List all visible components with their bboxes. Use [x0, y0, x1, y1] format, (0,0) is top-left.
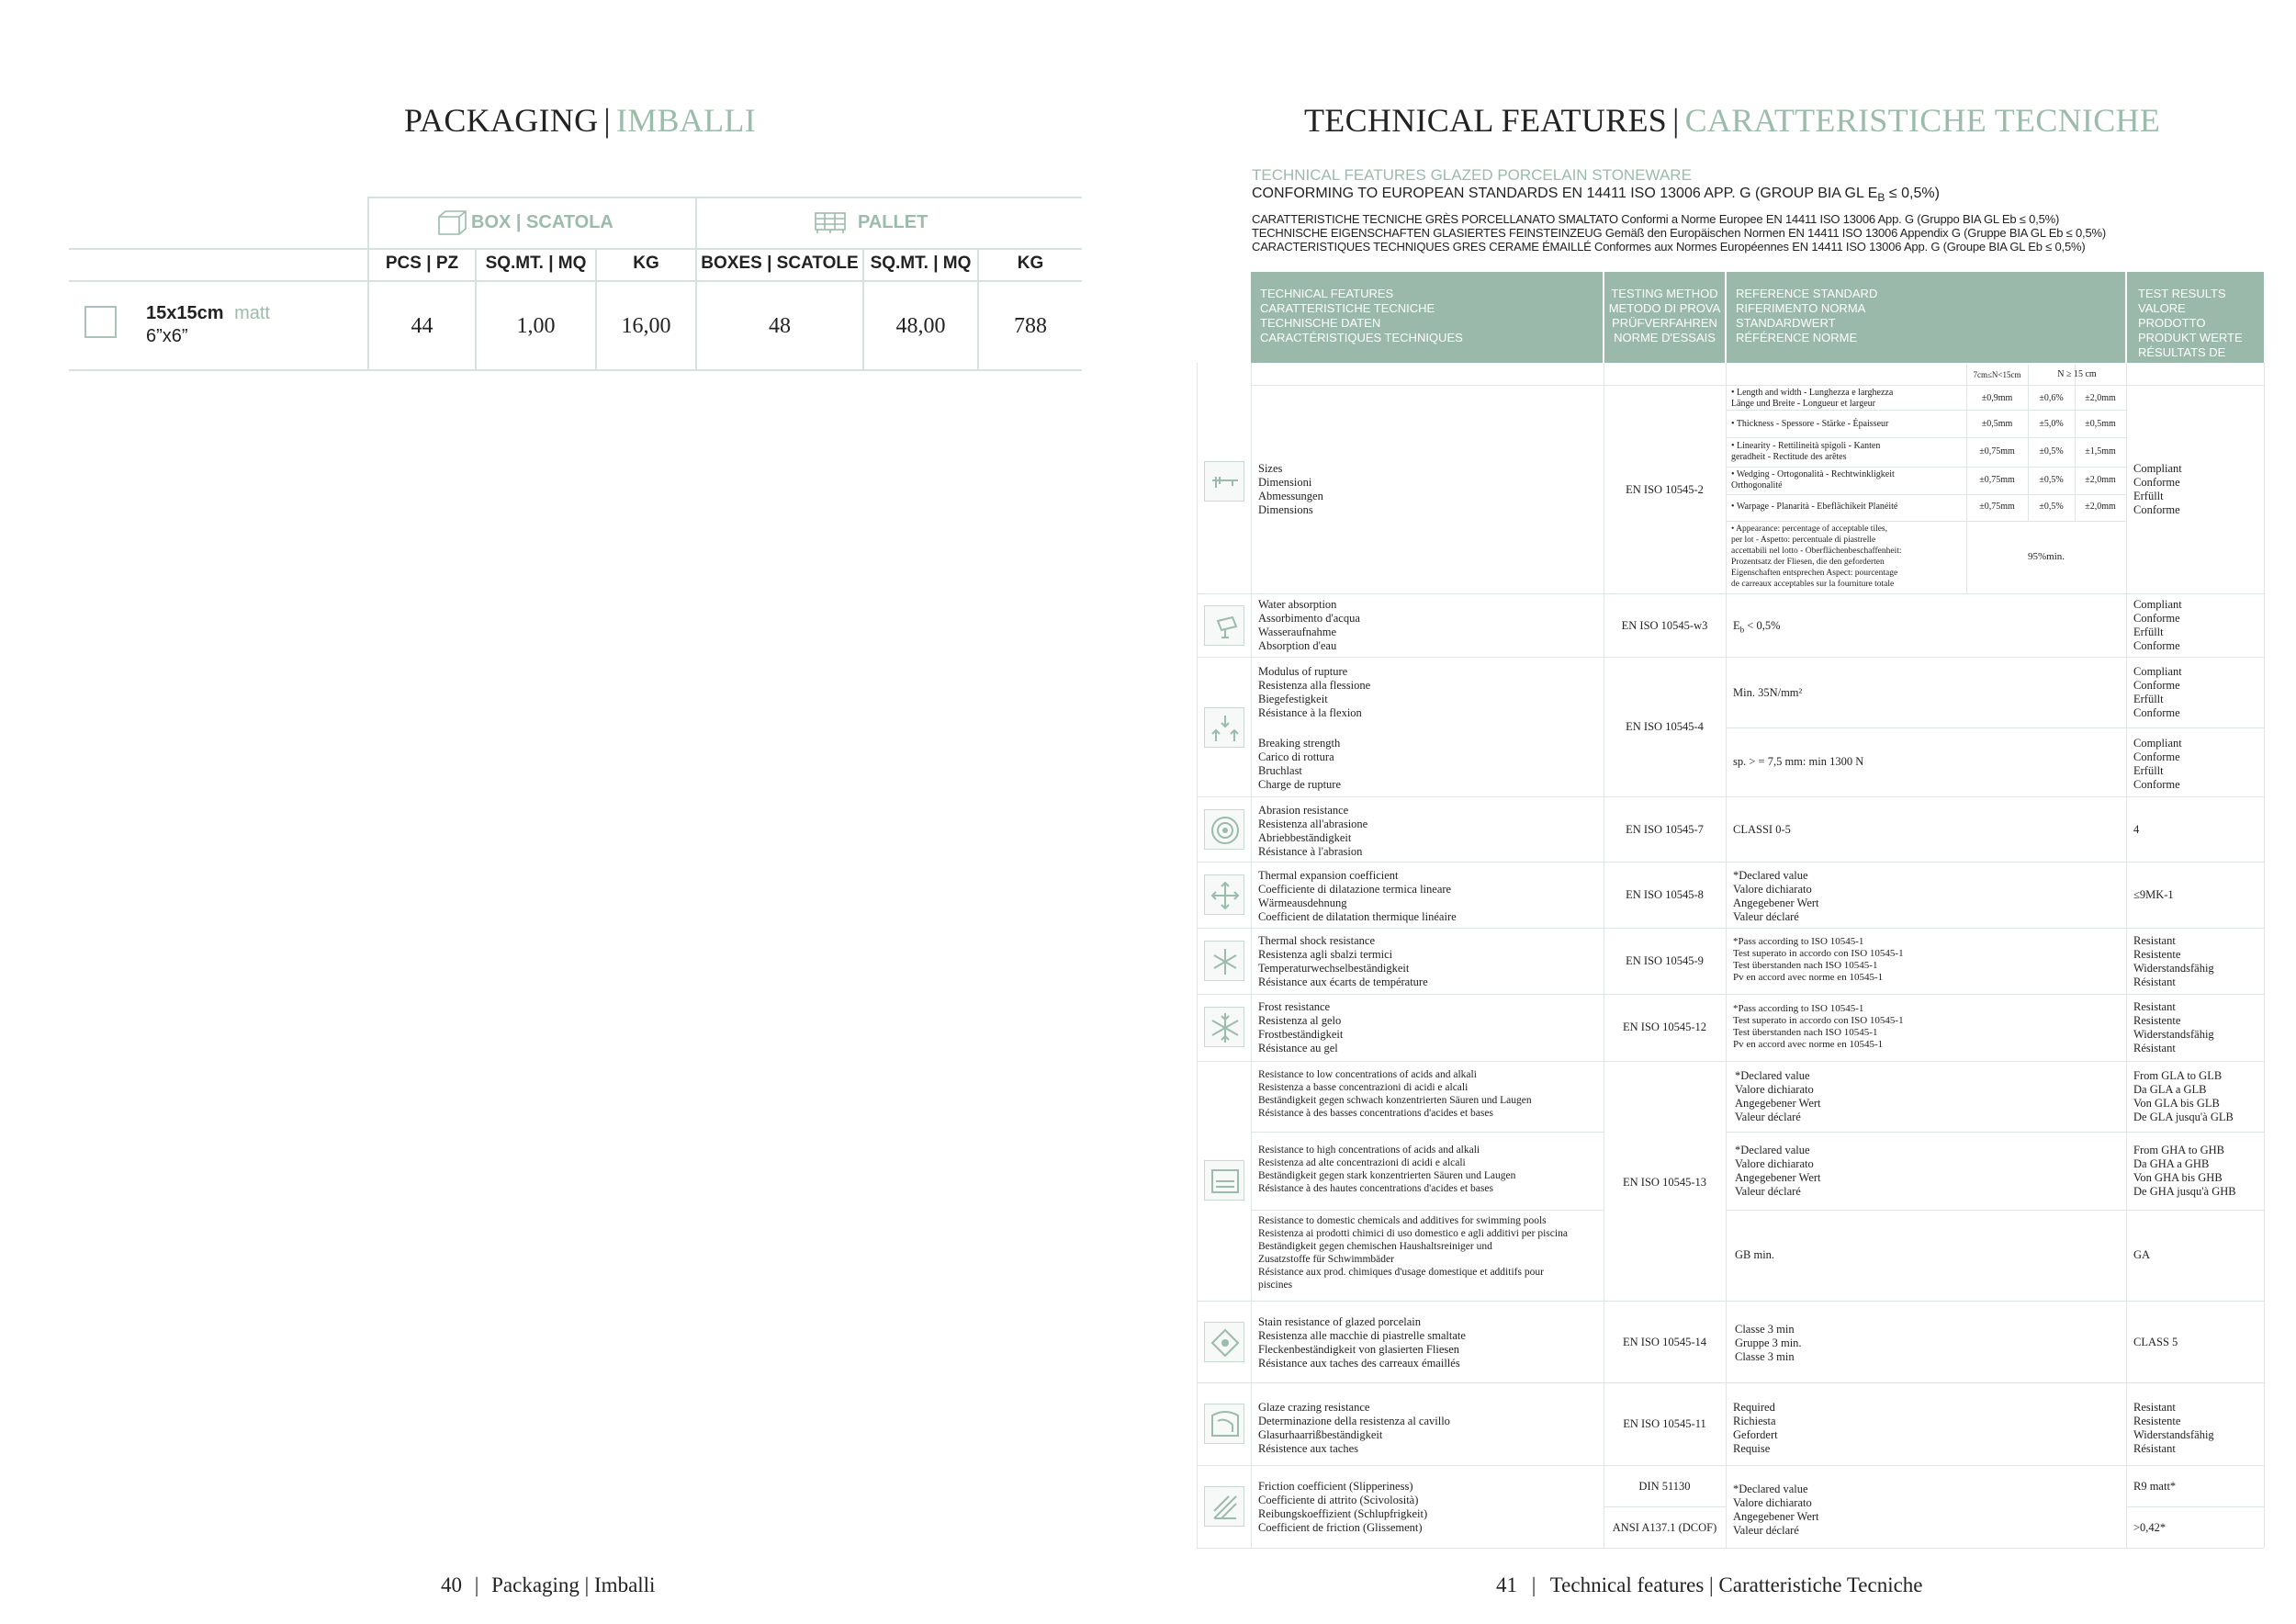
abrasion-feature: Abrasion resistance Resistenza all'abrasione Abriebbeständigkeit Résistance à l'abrasion — [1258, 804, 1368, 858]
stain-icon — [1204, 1322, 1244, 1362]
crazing-method: EN ISO 10545-11 — [1623, 1417, 1706, 1430]
frost-feature: Frost resistance Resistenza al gelo Frostbeständigkeit Résistance au gel — [1258, 1000, 1344, 1054]
grid-hline — [1726, 727, 2264, 728]
rupture-result: Compliant Conforme Erfüllt Conforme — [2133, 665, 2182, 719]
grid-vline — [1197, 363, 1198, 1548]
col-header-sqmt-pallet: SQ.MT. | MQ — [870, 254, 972, 273]
water-result: Compliant Conforme Erfüllt Conforme — [2133, 598, 2182, 652]
tf-line-fr: CARACTERISTIQUES TECHNIQUES GRES CERAME ÉMAILLÉ Conformes aux Normes Européennes EN 14411 ISO 13006 App. G (Groupe BIA GL Eb ≤ 0,5%) — [1252, 240, 2086, 254]
friction-method-din: DIN 51130 — [1638, 1480, 1691, 1493]
title-sub: IMBALLI — [615, 102, 756, 139]
title-sub: CARATTERISTICHE TECNICHE — [1684, 102, 2161, 139]
conform-sub: B — [1877, 191, 1885, 205]
grid-hline — [1197, 994, 2264, 995]
conform-end: ≤ 0,5%) — [1885, 186, 1940, 201]
friction-icon — [1204, 1486, 1244, 1527]
crazing-result: Resistant Resistente Widerstandsfähig Résistant — [2133, 1401, 2214, 1455]
size-row-v1: ±0,75mm — [1979, 475, 2015, 485]
size-row-v1: ±0,75mm — [1979, 446, 2015, 457]
breaking-standard: sp. > = 7,5 mm: min 1300 N — [1733, 755, 1864, 768]
pk-line-top — [367, 197, 1082, 198]
grid-hline — [1197, 657, 2264, 658]
grid-hline — [2126, 1506, 2264, 1507]
grid-hline — [1197, 862, 2264, 863]
breaking-result: Compliant Conforme Erfüllt Conforme — [2133, 737, 2182, 791]
grid-hline — [1604, 1506, 1726, 1507]
title-main: TECHNICAL FEATURES — [1304, 102, 1668, 139]
sub-header-small: 7cm≤N<15cm — [1973, 370, 2021, 379]
grid-hline — [1726, 1132, 2264, 1133]
sizes-result: Compliant Conforme Erfüllt Conforme — [2133, 462, 2182, 516]
header-features: TECHNICAL FEATURES CARATTERISTICHE TECNICHE TECHNISCHE DATEN CARACTÉRISTIQUES TECHNIQUES — [1251, 272, 1603, 363]
thermal-shock-icon — [1204, 941, 1244, 981]
size-row-v3: ±2,0mm — [2085, 393, 2116, 403]
grid-hline — [1251, 1132, 1604, 1133]
flex-arrows-icon — [1204, 707, 1244, 748]
crazing-standard: Required Richiesta Gefordert Requise — [1733, 1401, 1778, 1455]
left-footer — [441, 1573, 655, 1597]
grid-hline — [1726, 467, 2028, 468]
grid-hline — [1251, 385, 2264, 386]
page-number: 41 — [1496, 1573, 1517, 1596]
chem-high-feature: Resistance to high concentrations of acids and alkali Resistenza ad alte concentrazioni di acidi e alcali Beständigkeit gegen stark konzentrierten Säuren und Laugen Résistance à des hautes concentrations d'acides et bases — [1258, 1145, 1516, 1194]
pk-line-hdr — [69, 280, 1082, 282]
pk-vline — [367, 197, 369, 369]
crazing-feature: Glaze crazing resistance Determinazione della resistenza al cavillo Glasurhaarrißbeständigkeit Résistence aux taches — [1258, 1401, 1450, 1455]
grid-vline — [1251, 363, 1252, 1548]
size-row-label: • Length and width - Lunghezza e larghezza Länge und Breite - Longueur et largeur — [1731, 388, 1894, 409]
thermal-shock-method: EN ISO 10545-9 — [1626, 954, 1704, 967]
pallet-icon — [814, 209, 847, 235]
rupture-method: EN ISO 10545-4 — [1626, 720, 1704, 733]
thermal-shock-standard: *Pass according to ISO 10545-1 Test superato in accordo con ISO 10545-1 Test überstanden nach ISO 10545-1 Pv en accord avec norme en 10545-1 — [1733, 936, 1904, 983]
size-row-v2: ±5,0% — [2039, 419, 2064, 429]
frost-snowflake-icon — [1204, 1007, 1244, 1047]
box-group-label: BOX | SCATOLA — [471, 211, 613, 232]
frost-standard: *Pass according to ISO 10545-1 Test superato in accordo con ISO 10545-1 Test überstanden nach ISO 10545-1 Pv en accord avec norme en 10545-1 — [1733, 1003, 1904, 1050]
crazing-icon — [1204, 1404, 1244, 1444]
thermal-exp-feature: Thermal expansion coefficient Coefficiente di dilatazione termica lineare Wärmeausdehnung Coefficient de dilatation thermique linéaire — [1258, 869, 1457, 923]
abrasion-disc-icon — [1204, 809, 1244, 850]
stain-feature: Stain resistance of glazed porcelain Resistenza alle macchie di piastrelle smaltate Fleckenbeständigkeit von glasierten Fliesen Résistance aux taches des carreaux émaillés — [1258, 1315, 1466, 1370]
chem-domestic-feature: Resistance to domestic chemicals and additives for swimming pools Resistenza ai prodotti chimici di uso domestico e agli additivi per piscina Beständigkeit gegen chemischen Haushaltsreiniger und Zusatzstoffe für Schwimmbäder Résistance aux prod. chimiques d'usage domestique et additifs pour piscines — [1258, 1215, 1568, 1291]
size-row-v3: ±0,5mm — [2085, 419, 2116, 429]
col-header-pcs: PCS | PZ — [385, 254, 459, 273]
pk-line-bottom — [69, 369, 1082, 371]
frost-result: Resistant Resistente Widerstandsfähig Résistant — [2133, 1000, 2214, 1054]
abrasion-method: EN ISO 10545-7 — [1626, 823, 1704, 836]
tf-line-de: TECHNISCHE EIGENSCHAFTEN GLASIERTES FEINSTEINZEUG Gemäß den Europäischen Normen EN 14411 ISO 13006 Appendix G (Gruppe BIA GL Eb ≤ 0,5%) — [1252, 226, 2106, 240]
size-row-v2: ±0,5% — [2039, 446, 2064, 457]
friction-result-dcof: >0,42* — [2133, 1521, 2167, 1534]
size-row-v2: ±0,6% — [2039, 393, 2064, 403]
thermal-shock-feature: Thermal shock resistance Resistenza agli sbalzi termici Temperaturwechselbeständigkeit Résistance aux écarts de température — [1258, 934, 1428, 988]
title-separator: | — [1672, 102, 1680, 139]
grid-hline — [1726, 437, 2028, 438]
sizes-method: EN ISO 10545-2 — [1626, 483, 1704, 496]
pk-vline — [695, 197, 697, 369]
col-header-sqmt-box: SQ.MT. | MQ — [485, 254, 587, 273]
size-row-v2: ±0,5% — [2039, 502, 2064, 512]
friction-feature: Friction coefficient (Slipperiness) Coefficiente di attrito (Scivolosità) Reibungskoeffizient (Schlupfrigkeit) Coefficient de friction (Glissement) — [1258, 1480, 1428, 1534]
abrasion-result: 4 — [2133, 823, 2140, 836]
grid-vline — [2126, 363, 2127, 1548]
grid-hline — [2028, 437, 2126, 438]
footer-text: Technical features | Caratteristiche Tecniche — [1549, 1573, 1923, 1596]
caliper-icon — [1204, 461, 1244, 502]
thermal-expansion-icon — [1204, 874, 1244, 915]
chem-high-result: From GHA to GHB Da GHA a GHB Von GHA bis GHB De GHA jusqu'à GHB — [2133, 1144, 2236, 1198]
water-standard-e: E — [1733, 619, 1740, 632]
header-method: TESTING METHOD METODO DI PROVA PRÜFVERFAHREN NORME D'ESSAIS — [1604, 272, 1725, 363]
title-main: PACKAGING — [404, 102, 599, 139]
grid-vline — [1726, 363, 1727, 1548]
pk-line-mid — [69, 248, 1082, 250]
box-icon — [436, 209, 467, 236]
grid-hline — [1726, 1210, 2264, 1211]
box-group-header — [436, 206, 613, 239]
technical-title — [1304, 101, 2160, 140]
grid-hline — [1251, 1210, 1604, 1211]
value-sqmt-box: 1,00 — [516, 314, 556, 338]
water-standard-sub: b — [1739, 625, 1745, 635]
rupture-feature: Modulus of rupture Resistenza alla flessione Biegefestigkeit Résistance à la flexion — [1258, 665, 1371, 719]
chem-method: EN ISO 10545-13 — [1623, 1176, 1706, 1189]
grid-hline — [1197, 796, 2264, 797]
water-standard — [1733, 619, 1780, 637]
value-sqmt-pallet: 48,00 — [895, 314, 946, 338]
value-kg-pallet: 788 — [1014, 314, 1047, 338]
size-row-label: • Wedging - Ortogonalità - Rechtwinkligkeit Orthogonalité — [1731, 469, 1895, 491]
size-label: 15x15cm — [146, 303, 224, 323]
friction-method-ansi: ANSI A137.1 (DCOF) — [1612, 1521, 1717, 1534]
abrasion-standard: CLASSI 0-5 — [1733, 823, 1791, 836]
rupture-standard: Min. 35N/mm² — [1733, 686, 1803, 699]
size-row-v1: ±0,75mm — [1979, 502, 2015, 512]
grid-hline — [1197, 593, 2264, 594]
conform-text: CONFORMING TO EUROPEAN STANDARDS EN 14411 ISO 13006 APP. G (GROUP BIA GL E — [1252, 186, 1878, 201]
grid-hline — [1197, 1061, 2264, 1062]
packaging-title — [404, 101, 756, 140]
breaking-feature: Breaking strength Carico di rottura Bruchlast Charge de rupture — [1258, 737, 1342, 791]
chem-low-feature: Resistance to low concentrations of acids and alkali Resistenza a basse concentrazioni di acidi e alcali Beständigkeit gegen schwach konzentrierten Säuren und Laugen Résistance à des basses concentrations d'acides et bases — [1258, 1069, 1532, 1119]
friction-standard: *Declared value Valore dichiarato Angegebener Wert Valeur déclaré — [1733, 1483, 1819, 1537]
tf-conform — [1252, 186, 1940, 204]
chem-high-standard: *Declared value Valore dichiarato Angegebener Wert Valeur déclaré — [1735, 1144, 1821, 1198]
size-row-label: • Thickness - Spessore - Stärke - Épaisseur — [1731, 419, 1889, 429]
thermal-exp-method: EN ISO 10545-8 — [1626, 888, 1704, 901]
stain-standard: Classe 3 min Gruppe 3 min. Classe 3 min — [1735, 1323, 1802, 1363]
thermal-shock-result: Resistant Resistente Widerstandsfähig Résistant — [2133, 934, 2214, 988]
size-row-v1: ±0,9mm — [1981, 393, 2013, 403]
grid-hline — [2028, 494, 2126, 495]
appearance-value: 95%min. — [2027, 551, 2065, 562]
chem-domestic-standard: GB min. — [1735, 1248, 1775, 1261]
header-standard: REFERENCE STANDARD RIFERIMENTO NORMA STANDARDWERT RÉFÉRENCE NORME — [1727, 272, 2125, 363]
value-kg-box: 16,00 — [621, 314, 671, 338]
water-drop-icon — [1204, 605, 1244, 646]
size-row-v3: ±2,0mm — [2085, 475, 2116, 485]
grid-hline — [1197, 1301, 2264, 1302]
pallet-group-header — [814, 206, 928, 239]
size-row-v1: ±0,5mm — [1981, 419, 2013, 429]
frost-method: EN ISO 10545-12 — [1623, 1021, 1706, 1033]
water-method: EN ISO 10545-w3 — [1621, 619, 1708, 632]
grid-vline — [2075, 365, 2076, 521]
grid-hline — [1726, 410, 2028, 411]
chem-low-standard: *Declared value Valore dichiarato Angegebener Wert Valeur déclaré — [1735, 1069, 1821, 1123]
grid-hline — [2028, 410, 2126, 411]
chem-domestic-result: GA — [2133, 1248, 2151, 1261]
product-size — [146, 303, 270, 324]
col-header-kg-pallet: KG — [1017, 254, 1044, 273]
col-header-kg-box: KG — [633, 254, 659, 273]
size-row-v3: ±1,5mm — [2085, 446, 2116, 457]
grid-hline — [1726, 521, 2126, 522]
header-results: TEST RESULTS VALORE PRODOTTO PRODUKT WERTE RÉSULTATS DE L'ESSAI — [2127, 272, 2264, 363]
tile-swatch-icon — [84, 306, 117, 338]
chemical-icon — [1204, 1160, 1244, 1201]
water-feature: Water absorption Assorbimento d'acqua Wasseraufnahme Absorption d'eau — [1258, 598, 1360, 652]
grid-hline — [1197, 1465, 2264, 1466]
pallet-group-label: PALLET — [858, 211, 929, 232]
tf-line-it: CARATTERISTICHE TECNICHE GRÈS PORCELLANATO SMALTATO Conformi a Norme Europee EN 14411 ISO 13006 App. G (Gruppo BIA GL Eb ≤ 0,5%) — [1252, 212, 2060, 226]
inch-size: 6”x6” — [146, 326, 188, 346]
size-row-label: • Warpage - Planarità - Ebeflächikeit Planéité — [1731, 502, 1898, 512]
grid-hline — [1197, 1382, 2264, 1383]
water-standard-end: < 0,5% — [1744, 619, 1781, 632]
stain-method: EN ISO 10545-14 — [1623, 1336, 1706, 1348]
footer-separator: | — [1531, 1573, 1536, 1596]
footer-text: Packaging | Imballi — [491, 1573, 656, 1596]
value-boxes: 48 — [769, 314, 791, 338]
grid-hline — [1197, 928, 2264, 929]
grid-vline — [2028, 365, 2029, 521]
stain-result: CLASS 5 — [2133, 1336, 2178, 1348]
grid-hline — [1197, 1548, 2264, 1549]
sizes-feature: Sizes Dimensioni Abmessungen Dimensions — [1258, 462, 1323, 516]
title-separator: | — [603, 102, 611, 139]
size-row-v2: ±0,5% — [2039, 475, 2064, 485]
size-row-v3: ±2,0mm — [2085, 502, 2116, 512]
col-header-boxes: BOXES | SCATOLE — [701, 254, 859, 273]
grid-hline — [1726, 494, 2028, 495]
chem-low-result: From GLA to GLB Da GLA a GLB Von GLA bis GLB De GLA jusqu'à GLB — [2133, 1069, 2234, 1123]
right-footer — [1496, 1573, 1923, 1597]
finish-label: matt — [234, 303, 270, 323]
grid-vline — [2264, 363, 2265, 1548]
sub-header-large: N ≥ 15 cm — [2057, 369, 2097, 379]
appearance-label: • Appearance: percentage of acceptable tiles, per lot - Aspetto: percentuale di piastrelle accettabili nel lotto - Oberflächenbeschaffenheit: Prozentsatz der Fliesen, die den geforderten Eigenschaften entsprechen Aspect: pourcentage de carreaux acceptables sur la fourniture totale — [1731, 524, 1902, 589]
tf-subtitle: TECHNICAL FEATURES GLAZED PORCELAIN STONEWARE — [1252, 166, 1692, 184]
grid-hline — [2028, 467, 2126, 468]
size-row-label: • Linearity - Rettilineità spigoli - Kanten geradheit - Rectitude des arêtes — [1731, 441, 1881, 462]
value-pcs: 44 — [411, 314, 433, 338]
page-number: 40 — [441, 1573, 462, 1596]
footer-separator: | — [474, 1573, 479, 1596]
friction-result-r9: R9 matt* — [2133, 1480, 2177, 1493]
thermal-exp-result: ≤9MK-1 — [2133, 888, 2174, 901]
thermal-exp-standard: *Declared value Valore dichiarato Angegebener Wert Valeur déclaré — [1733, 869, 1819, 923]
